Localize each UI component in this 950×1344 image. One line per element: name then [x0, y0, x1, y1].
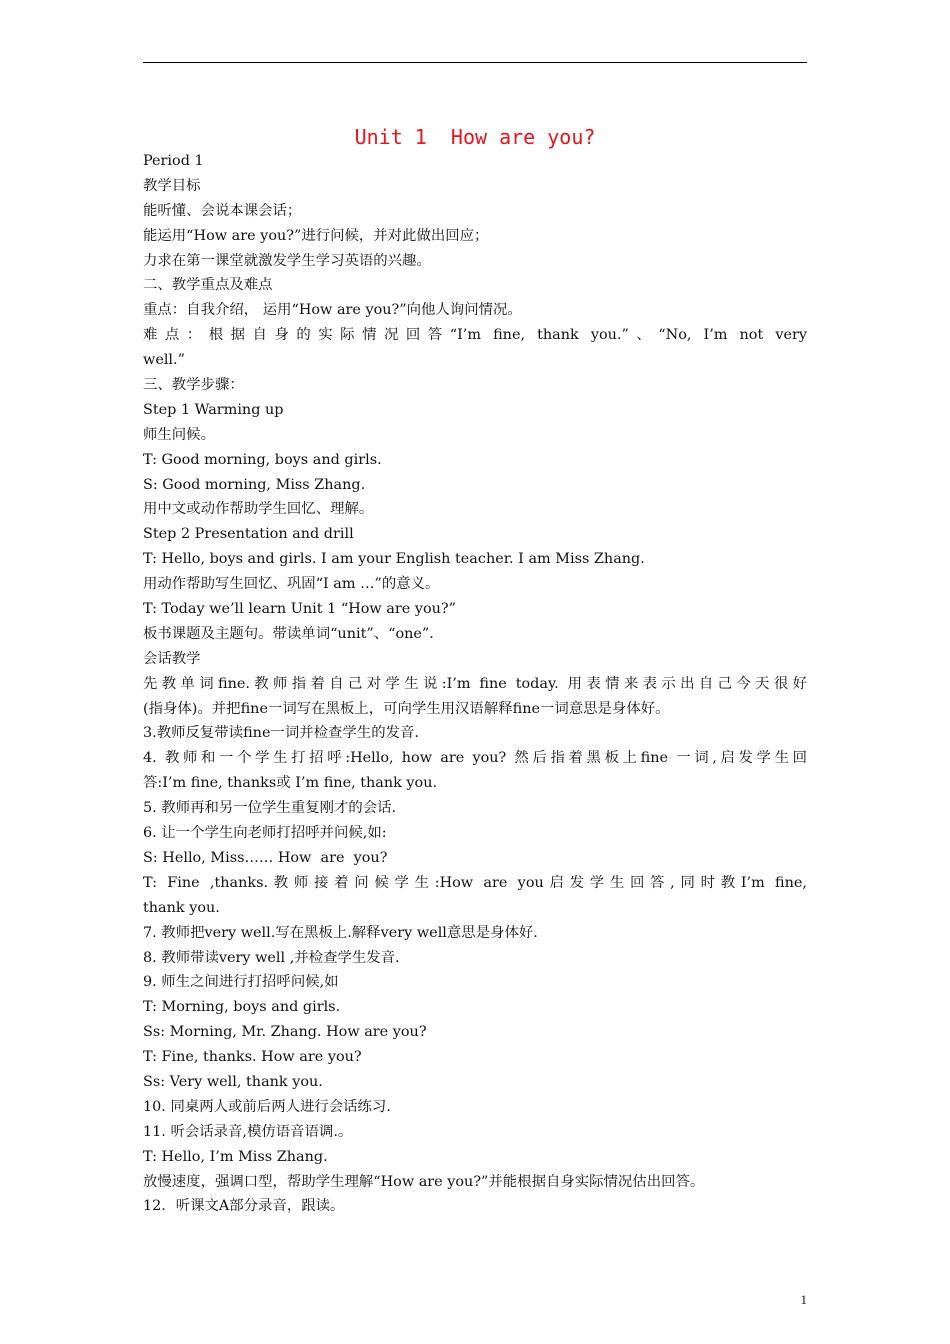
text-line: 12．听课文A部分录音，跟读。 — [143, 1198, 345, 1215]
text-line: 能运用“How are you?”进行问候，并对此做出回应； — [143, 227, 489, 244]
text-line: T: Hello, boys and girls. I am your English teacher. I am Miss Zhang. — [143, 551, 645, 568]
text-line: T: Fine, thanks. How are you? — [143, 1049, 362, 1066]
text-line: 三、教学步骤： — [143, 377, 244, 394]
text-line: (指身体)。并把fine一词写在黑板上，可向学生用汉语解释fine一词意思是身体好。 — [143, 700, 670, 717]
text-line: 会话教学 — [143, 650, 201, 667]
text-line: 11. 听会话录音,模仿语音语调.。 — [143, 1123, 353, 1140]
header-rule — [143, 62, 807, 63]
text-line: Ss: Very well, thank you. — [143, 1073, 323, 1090]
text-line: T: Morning, boys and girls. — [143, 999, 341, 1016]
text-line: Ss: Morning, Mr. Zhang. How are you? — [143, 1024, 427, 1041]
text-line: 6. 让一个学生向老师打招呼并问候,如: — [143, 825, 387, 842]
text-line: 师生问候。 — [143, 426, 215, 443]
text-line: 力求在第一课堂就激发学生学习英语的兴趣。 — [143, 252, 431, 269]
text-line: 8. 教师带读very well ,并检查学生发音. — [143, 949, 400, 966]
text-line: 9. 师生之间进行打招呼问候,如 — [143, 974, 339, 991]
text-line: 用中文或动作帮助学生回忆、理解。 — [143, 501, 374, 518]
text-line: 重点：自我介绍， 运用“How are you?”向他人询问情况。 — [143, 302, 522, 319]
page-number: 1 — [800, 1292, 807, 1307]
text-line: 二、教学重点及难点 — [143, 277, 273, 294]
text-line: T: Fine ,thanks.教师接着问候学生:How are you启发学生回答,同时教I’m fine, — [143, 874, 807, 891]
text-line: T: Good morning, boys and girls. — [143, 451, 382, 468]
text-line: S: Hello, Miss…… How are you? — [143, 849, 388, 866]
text-line: well.” — [143, 352, 185, 369]
text-line: 4. 教师和一个学生打招呼:Hello, how are you? 然后指着黑板上fine 一词,启发学生回 — [143, 750, 807, 767]
text-line: 3.教师反复带读fine一词并检查学生的发音. — [143, 725, 419, 742]
page-title: Unit 1 How are you? — [354, 125, 596, 149]
text-line: T: Hello, I’m Miss Zhang. — [143, 1148, 328, 1165]
text-line: 用动作帮助写生回忆、巩固“I am …”的意义。 — [143, 576, 440, 593]
text-line: Period 1 — [143, 153, 204, 169]
text-line: 答:I’m fine, thanks或 I’m fine, thank you. — [143, 775, 438, 792]
text-line: 5. 教师再和另一位学生重复刚才的会话. — [143, 800, 397, 817]
text-line: 10. 同桌两人或前后两人进行会话练习. — [143, 1098, 391, 1115]
text-line: 难点：根据自身的实际情况回答“I’m fine, thank you.”、“No, I’m not very — [143, 327, 807, 344]
text-line: 先教单词fine.教师指着自己对学生说:I’m fine today. 用表情来表示出自己今天很好 — [143, 675, 807, 692]
text-line: 能听懂、会说本课会话； — [143, 202, 302, 219]
text-line: T: Today we’ll learn Unit 1 “How are you?” — [143, 601, 456, 618]
text-line: Step 2 Presentation and drill — [143, 526, 354, 543]
text-line: S: Good morning, Miss Zhang. — [143, 476, 366, 493]
text-line: 板书课题及主题句。带读单词“unit”、“one”. — [143, 625, 434, 642]
text-line: 7. 教师把very well.写在黑板上.解释very well意思是身体好. — [143, 924, 538, 941]
document-body — [143, 149, 807, 1219]
text-line: thank you. — [143, 899, 220, 916]
text-line: Step 1 Warming up — [143, 401, 284, 418]
text-line: 教学目标 — [143, 177, 201, 194]
text-line: 放慢速度，强调口型，帮助学生理解“How are you?”并能根据自身实际情况估出回答。 — [143, 1173, 705, 1190]
